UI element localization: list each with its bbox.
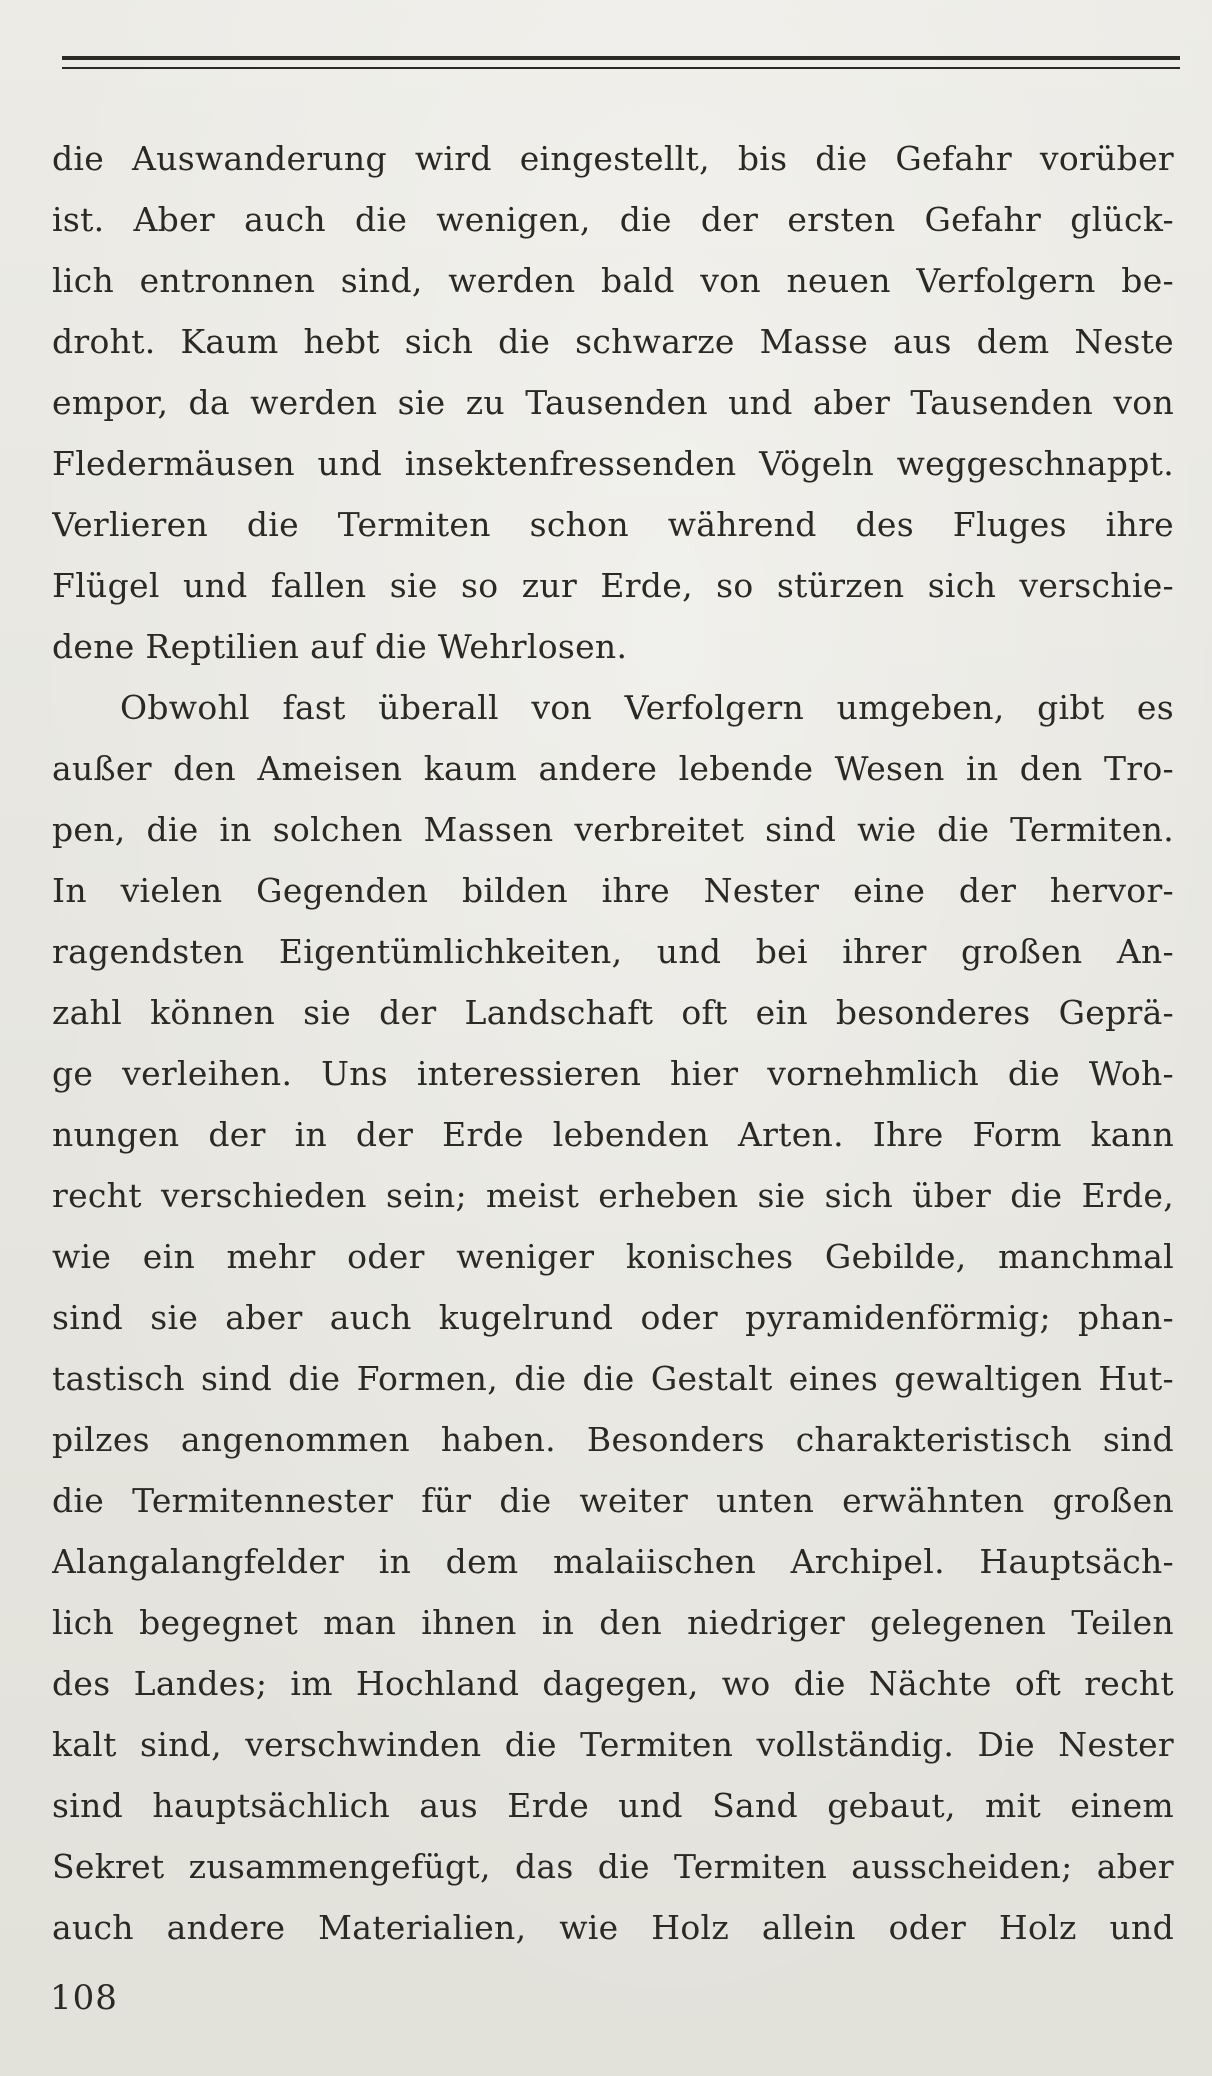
text-line: die Termitennester für die weiter unten erwähnten großen bbox=[52, 1481, 1174, 1520]
text-line: Flügel und fallen sie so zur Erde, so stürzen sich verschie- bbox=[52, 566, 1174, 605]
text-line: die Auswanderung wird eingestellt, bis die Gefahr vorüber bbox=[52, 139, 1174, 178]
text-line: empor, da werden sie zu Tausenden und aber Tausenden von bbox=[52, 383, 1174, 422]
text-line: kalt sind, verschwinden die Termiten vollständig. Die Nester bbox=[52, 1725, 1174, 1764]
text-line: lich entronnen sind, werden bald von neuen Verfolgern be- bbox=[52, 261, 1174, 300]
text-line: sind sie aber auch kugelrund oder pyramidenförmig; phan- bbox=[52, 1298, 1174, 1337]
paragraph-end-line: dene Reptilien auf die Wehrlosen. bbox=[52, 627, 628, 666]
text-line: nungen der in der Erde lebenden Arten. Ihre Form kann bbox=[52, 1115, 1174, 1154]
text-line: Alangalangfelder in dem malaiischen Archipel. Hauptsäch- bbox=[52, 1542, 1174, 1581]
text-line: tastisch sind die Formen, die die Gestalt eines gewaltigen Hut- bbox=[52, 1359, 1174, 1398]
text-line: sind hauptsächlich aus Erde und Sand gebaut, mit einem bbox=[52, 1786, 1174, 1825]
text-line: ragendsten Eigentümlichkeiten, und bei ihrer großen An- bbox=[52, 932, 1174, 971]
text-line: zahl können sie der Landschaft oft ein besonderes Geprä- bbox=[52, 993, 1174, 1032]
text-line: des Landes; im Hochland dagegen, wo die Nächte oft recht bbox=[52, 1664, 1174, 1703]
text-line: recht verschieden sein; meist erheben sie sich über die Erde, bbox=[52, 1176, 1174, 1215]
text-line: ist. Aber auch die wenigen, die der ersten Gefahr glück- bbox=[52, 200, 1174, 239]
text-line: auch andere Materialien, wie Holz allein oder Holz und bbox=[52, 1908, 1174, 1947]
text-line: Fledermäusen und insektenfressenden Vögeln weggeschnappt. bbox=[52, 444, 1174, 483]
text-line: wie ein mehr oder weniger konisches Gebilde, manchmal bbox=[52, 1237, 1174, 1276]
text-line: In vielen Gegenden bilden ihre Nester eine der hervor- bbox=[52, 871, 1174, 910]
text-line: außer den Ameisen kaum andere lebende Wesen in den Tro- bbox=[52, 749, 1174, 788]
header-rule-thick bbox=[62, 56, 1180, 60]
header-double-rule bbox=[62, 56, 1180, 69]
page-number: 108 bbox=[50, 1978, 118, 2018]
text-line: ge verleihen. Uns interessieren hier vornehmlich die Woh- bbox=[52, 1054, 1174, 1093]
paragraph-start-line: Obwohl fast überall von Verfolgern umgeben, gibt es bbox=[120, 688, 1174, 727]
text-line: pen, die in solchen Massen verbreitet sind wie die Termiten. bbox=[52, 810, 1174, 849]
text-line: lich begegnet man ihnen in den niedriger gelegenen Teilen bbox=[52, 1603, 1174, 1642]
header-rule-thin bbox=[62, 67, 1180, 69]
text-line: pilzes angenommen haben. Besonders charakteristisch sind bbox=[52, 1420, 1174, 1459]
text-line: droht. Kaum hebt sich die schwarze Masse aus dem Neste bbox=[52, 322, 1174, 361]
text-line: Sekret zusammengefügt, das die Termiten ausscheiden; aber bbox=[52, 1847, 1174, 1886]
body-text bbox=[52, 128, 1174, 1958]
text-line: Verlieren die Termiten schon während des Fluges ihre bbox=[52, 505, 1174, 544]
